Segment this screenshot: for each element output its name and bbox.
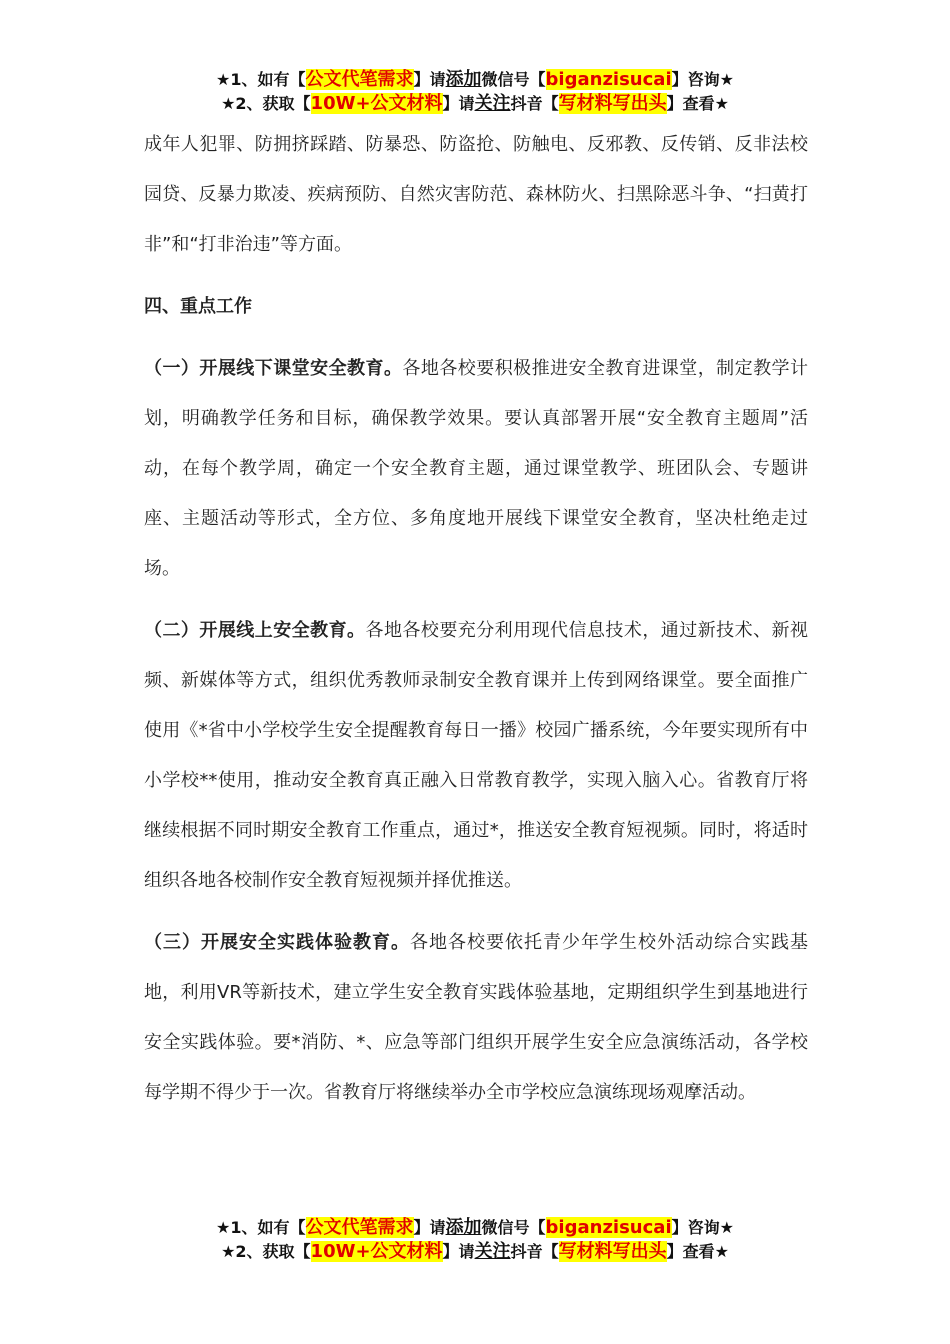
header-banner-line-1: ★1、如有【公文代笔需求】请添加微信号【biganzisucai】咨询★: [216, 69, 734, 90]
header-highlight-wechat-id: biganzisucai: [545, 69, 672, 90]
intro-paragraph: 成年人犯罪、防拥挤踩踏、防暴恐、防盗抢、防触电、反邪教、反传销、反非法校园贷、反暴力欺凌、疾病预防、自然灾害防范、森林防火、扫黑除恶斗争、“扫黄打非”和“打非治违”等方面。: [144, 134, 808, 255]
header-highlight-materials: 10W+公文材料: [310, 93, 443, 114]
header-highlight-douyin-id: 写材料写出头: [558, 93, 667, 114]
footer-highlight-douyin-id: 写材料写出头: [558, 1241, 667, 1262]
paragraph-offline-education: [144, 344, 808, 594]
header-banner-line-2: ★2、获取【10W+公文材料】请关注抖音【写材料写出头】查看★: [221, 93, 729, 114]
footer-underline-follow: 关注: [474, 1241, 511, 1262]
paragraph-body: 各地各校要积极推进安全教育进课堂，制定教学计划，明确教学任务和目标，确保教学效果。要认真部署开展“安全教育主题周”活动，在每个教学周，确定一个安全教育主题，通过课堂教学、班团队会、专题讲座、主题活动等形式，全方位、多角度地开展线下课堂安全教育，坚决杜绝走过场。: [144, 358, 809, 579]
footer-highlight-wechat-id: biganzisucai: [545, 1217, 672, 1238]
paragraph-lead: （三）开展安全实践体验教育。: [144, 932, 410, 953]
header-underline-follow: 关注: [474, 93, 511, 114]
footer-banner-line-2: ★2、获取【10W+公文材料】请关注抖音【写材料写出头】查看★: [221, 1241, 729, 1262]
paragraph-lead: （一）开展线下课堂安全教育。: [144, 358, 403, 379]
paragraph-practice-education: [144, 918, 808, 1118]
paragraph-lead: （二）开展线上安全教育。: [144, 620, 366, 641]
footer-banner: [0, 1216, 950, 1264]
paragraph-body: 各地各校要充分利用现代信息技术，通过新技术、新视频、新媒体等方式，组织优秀教师录制安全教育课并上传到网络课堂。要全面推广使用《*省中小学校学生安全提醒教育每日一播》校园广播系统，今年要实现所有中小学校**使用，推动安全教育真正融入日常教育教学，实现入脑入心。省教育厅将继续根据不同时期安全教育工作重点，通过*，推送安全教育短视频。同时，将适时组织各地各校制作安全教育短视频并择优推送。: [144, 620, 808, 891]
header-highlight-service: 公文代笔需求: [305, 69, 414, 90]
header-banner: [0, 68, 950, 116]
header-underline-add: 添加: [445, 69, 482, 90]
document-body: [144, 120, 808, 1118]
section-heading: 四、重点工作: [144, 296, 252, 317]
footer-highlight-materials: 10W+公文材料: [310, 1241, 443, 1262]
paragraph-body: 各地各校要依托青少年学生校外活动综合实践基地，利用VR等新技术，建立学生安全教育实践体验基地，定期组织学生到基地进行安全实践体验。要*消防、*、应急等部门组织开展学生安全应急演练活动，各学校每学期不得少于一次。省教育厅将继续举办全市学校应急演练现场观摩活动。: [144, 932, 808, 1103]
footer-underline-add: 添加: [445, 1217, 482, 1238]
paragraph-online-education: [144, 606, 808, 906]
footer-banner-line-1: ★1、如有【公文代笔需求】请添加微信号【biganzisucai】咨询★: [216, 1217, 734, 1238]
footer-highlight-service: 公文代笔需求: [305, 1217, 414, 1238]
